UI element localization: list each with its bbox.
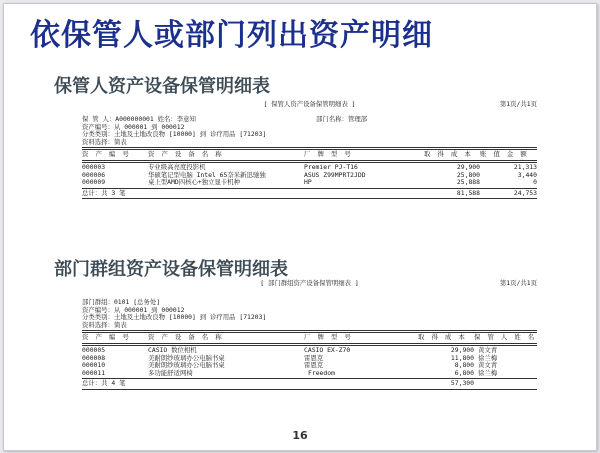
column-header-row [82,334,537,342]
cell-brand: ASUS Z99MPRT2JDD [304,170,366,179]
custodian-report [82,101,537,200]
report-header [82,101,537,111]
total-row [82,190,537,198]
column-header: 资 产 设 备 名 称 [148,333,224,342]
cell-cost: 11,800 [450,353,474,362]
cell-code: 000005 [82,345,106,354]
column-header: 保 管 人 姓 名 [474,333,536,342]
info-selection: 资料选择：简表 [82,137,127,146]
info-line [82,131,537,139]
total-book-value: 24,753 [513,188,537,197]
cell-code: 000006 [82,170,106,179]
cell-name: 华硕笔记型电脑 Intel 65奈米新迅驰独 [148,170,266,179]
info-department: 部门名称：管理部 [316,115,368,123]
cell-name: 桌上型AMD四核心+独立显卡机种 [148,178,241,187]
cell-code: 000010 [82,361,106,370]
cell-keeper: 黄文青 [478,345,498,354]
cell-keeper: 徐兰梅 [478,368,498,377]
column-header: 资 产 设 备 名 称 [148,150,224,159]
section-title-custodian: 保管人资产设备保管明细表 [54,76,270,97]
cell-name: 多功能舒适网椅 [148,368,193,377]
cell-book-value: 3,440 [517,170,537,179]
info-category: 分类类别：土地及土地改良物 [10000] 到 诊疗用品 [71203] [82,130,267,139]
cell-name: 专业级高亮度投影机 [148,162,206,171]
info-asset-range: 资产编号：从 000001 到 000012 [82,305,185,314]
info-asset-range: 资产编号：从 000001 到 000012 [82,122,185,131]
cell-code: 000003 [82,162,106,171]
total-cost: 57,300 [450,379,474,388]
total-label: 总计：共 3 笔 [82,188,126,197]
cell-brand: Freedom [308,368,335,377]
table-row [82,179,537,187]
column-header: 厂 牌 型 号 [304,333,353,342]
page-number: 16 [292,429,308,442]
report-title: [ 部门群组资产设备保管明细表 ] [260,279,359,287]
info-line [82,322,537,330]
slide [3,3,597,451]
department-report [82,280,537,391]
column-header-row [82,151,537,159]
cell-cost: 25,888 [456,178,480,187]
report-page: 第1页/共1页 [499,100,537,108]
cell-code: 000009 [82,178,106,187]
cell-code: 000011 [82,368,106,377]
info-line [82,139,537,147]
column-header: 账 值 金 额 [480,150,529,159]
column-header: 资 产 编 号 [82,333,131,342]
info-line [82,314,537,322]
total-cost: 81,588 [456,188,480,197]
cell-brand: Premier PJ-T16 [304,162,358,171]
info-selection: 资料选择：简表 [82,320,127,329]
cell-name: CASIO 数位相机 [148,345,197,354]
cell-cost: 6,800 [454,368,474,377]
column-header: 取 得 成 本 [418,333,467,342]
slide-title: 依保管人或部门列出资产明细 [30,18,433,53]
cell-brand: 雷恩克 [304,353,324,362]
total-label: 总计：共 4 笔 [82,379,126,388]
cell-brand: CASIO EX-Z70 [304,345,351,354]
cell-brand: 雷恩克 [304,361,324,370]
cell-cost: 8,800 [454,361,474,370]
cell-keeper: 徐兰梅 [478,353,498,362]
report-title: [ 保管人资产设备保管明细表 ] [263,100,356,108]
rule [82,389,537,390]
cell-cost: 29,900 [450,345,474,354]
report-page: 第1页/共1页 [499,279,537,287]
cell-keeper: 黄文青 [478,361,498,370]
total-row [82,380,537,388]
info-custodian: 保 管 人：A000000001 姓名：李意知 [82,115,196,123]
rule [82,198,537,199]
table-row [82,370,537,378]
info-department-group: 部门群组：0101 [总务处] [82,298,161,306]
column-header: 厂 牌 型 号 [304,150,353,159]
cell-book-value: 21,313 [513,162,537,171]
cell-name: 美耐朗纱玻璃办公电脑书桌 [148,353,225,362]
cell-book-value: 0 [533,178,537,187]
cell-cost: 29,900 [456,162,480,171]
section-title-department: 部门群组资产设备保管明细表 [54,259,288,280]
cell-brand: HP [304,178,312,187]
info-category: 分类类别：土地及土地改良物 [10000] 到 诊疗用品 [71203] [82,313,267,322]
cell-code: 000008 [82,353,106,362]
column-header: 资 产 编 号 [82,150,131,159]
column-header: 取 得 成 本 [424,150,473,159]
report-header [82,280,537,290]
cell-name: 美耐朗纱玻璃办公电脑书桌 [148,361,225,370]
cell-cost: 25,800 [456,170,480,179]
